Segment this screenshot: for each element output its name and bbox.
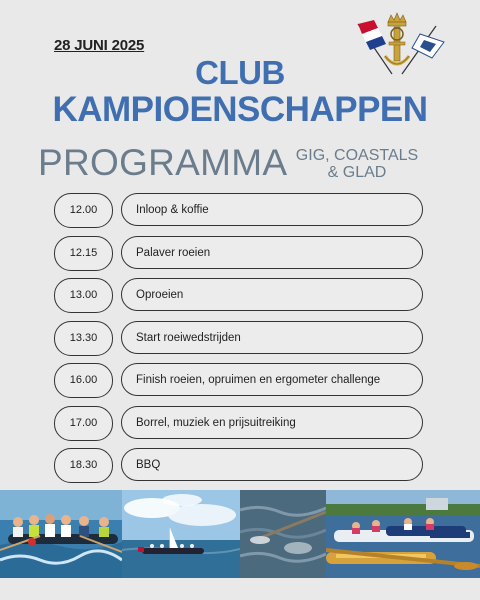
boat-types-subtitle <box>292 147 422 181</box>
oar-in-water-photo <box>240 490 326 578</box>
schedule-event: Inloop & koffie <box>121 193 423 226</box>
rowing-crew-photo <box>0 490 122 578</box>
schedule-event: Oproeien <box>121 278 423 311</box>
crown-icon <box>388 13 406 26</box>
schedule-time: 17.00 <box>54 406 113 441</box>
subtitle-line-2: & GLAD <box>327 164 387 181</box>
schedule-event: BBQ <box>121 448 423 481</box>
rowing-boats-harbor-photo <box>326 490 480 578</box>
schedule-time: 16.00 <box>54 363 113 398</box>
schedule-event: Borrel, muziek en prijsuitreiking <box>121 406 423 439</box>
footer-band <box>0 578 480 600</box>
schedule-event: Palaver roeien <box>121 236 423 269</box>
schedule-event: Start roeiwedstrijden <box>121 321 423 354</box>
sailing-boat-photo <box>122 490 240 578</box>
title-line-2: KAMPIOENSCHAPPEN <box>52 90 428 129</box>
dutch-flag-icon <box>358 20 386 50</box>
schedule-time: 18.30 <box>54 448 113 483</box>
title-line-1: CLUB <box>195 54 285 91</box>
photo-strip <box>0 490 480 578</box>
schedule-time: 12.15 <box>54 236 113 271</box>
event-date: 28 JUNI 2025 <box>54 37 145 54</box>
program-heading: PROGRAMMA <box>38 142 288 183</box>
schedule-time: 13.00 <box>54 278 113 313</box>
schedule-event: Finish roeien, opruimen en ergometer challenge <box>121 363 423 396</box>
schedule-time: 13.30 <box>54 321 113 356</box>
schedule-time: 12.00 <box>54 193 113 228</box>
subtitle-line-1: GIG, COASTALS <box>295 147 419 164</box>
